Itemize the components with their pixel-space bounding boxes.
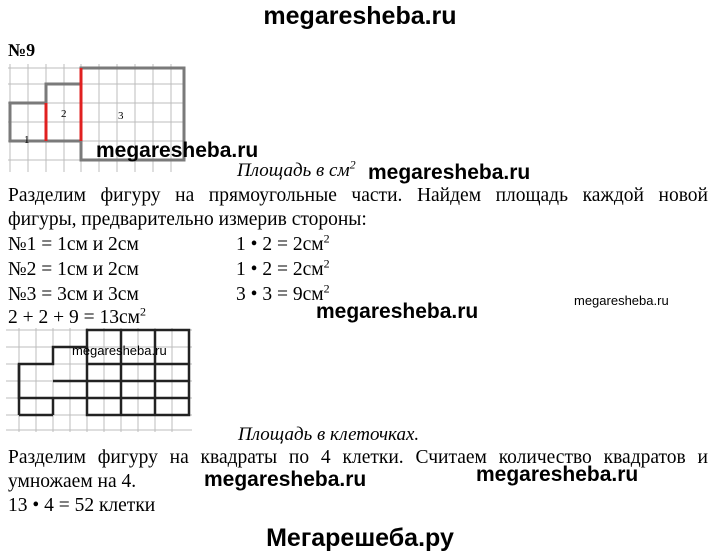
- calc-row-1-right: 1 • $2 = 2см^2$: [236, 231, 330, 255]
- figure-1-label-2: 2: [61, 108, 67, 120]
- paragraph-line: умножаем на 4.: [8, 471, 137, 492]
- task-number: №9: [8, 40, 36, 60]
- watermark: megaresheba.ru: [476, 463, 639, 486]
- calc-row-3-left: №3 = 3см и 3см: [8, 284, 139, 305]
- paragraph-line: Разделим фигуру на квадраты по 4 клетки. Считаем количество квадратов и: [8, 447, 708, 468]
- sum-line: $2 + 2 + 9 = 13см^2$: [8, 304, 146, 328]
- watermark: megaresheba.ru: [204, 468, 367, 491]
- result-line: 13 • 4 = 52 клетки: [8, 495, 156, 516]
- watermark: megaresheba.ru: [72, 343, 167, 358]
- figure-1-label-1: 1: [24, 134, 30, 146]
- figure-2-caption: Площадь в клеточках.: [238, 424, 420, 445]
- calc-row-3-right: 3 • $3 = 9см^2$: [236, 281, 330, 305]
- watermark: megaresheba.ru: [574, 293, 669, 308]
- paragraph-line: фигуры, предварительно измерив стороны:: [8, 209, 367, 230]
- calc-row-2-right: 1 • $2 = 2см^2$: [236, 256, 330, 280]
- calc-row-1-left: №1 = 1см и 2см: [8, 234, 139, 255]
- paragraph-line: Разделим фигуру на прямоугольные части. Найдем площадь каждой новой: [8, 185, 708, 206]
- site-footer[interactable]: Мегарешеба.ру: [266, 524, 454, 552]
- watermark: megaresheba.ru: [96, 139, 259, 162]
- watermark: megaresheba.ru: [316, 300, 479, 323]
- figure-1-label-3: 3: [118, 110, 124, 122]
- figure-1-caption: Площадь в $см^2$: [237, 157, 356, 181]
- calc-row-2-left: №2 = 1см и 2см: [8, 259, 139, 280]
- watermark: megaresheba.ru: [368, 161, 531, 184]
- site-header[interactable]: megaresheba.ru: [263, 2, 457, 30]
